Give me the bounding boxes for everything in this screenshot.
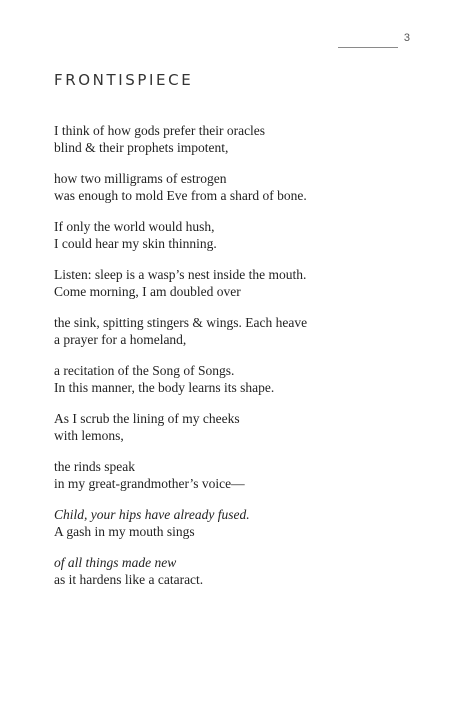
poem-line: how two milligrams of estrogen — [54, 171, 227, 186]
stanza — [54, 554, 414, 588]
poem-line: a recitation of the Song of Songs. — [54, 363, 235, 378]
poem-line: I think of how gods prefer their oracles — [54, 123, 266, 138]
poem-line: as it hardens like a cataract. — [54, 572, 204, 587]
poem-line: Listen: sleep is a wasp’s nest inside the mouth. — [54, 267, 307, 282]
page-number: 3 — [403, 32, 410, 44]
stanza — [54, 314, 414, 348]
poem-line: with lemons, — [54, 428, 124, 443]
poem-line: in my great-grandmother’s voice— — [54, 476, 245, 491]
stanza — [54, 506, 414, 540]
stanza — [54, 218, 414, 252]
poem-line: A gash in my mouth sings — [54, 524, 195, 539]
stanza — [54, 362, 414, 396]
poem-line: of all things made new — [54, 555, 177, 570]
stanza — [54, 170, 414, 204]
poem-line: a prayer for a homeland, — [54, 332, 187, 347]
poem-line: was enough to mold Eve from a shard of bone. — [54, 188, 307, 203]
poem-line: In this manner, the body learns its shape. — [54, 380, 275, 395]
stanza — [54, 122, 414, 156]
stanza — [54, 410, 414, 444]
poem-line: Come morning, I am doubled over — [54, 284, 241, 299]
poem-body — [54, 122, 414, 602]
poem-line: Child, your hips have already fused. — [54, 507, 250, 522]
header-rule — [338, 47, 398, 48]
poem-line: As I scrub the lining of my cheeks — [54, 411, 240, 426]
poem-line: I could hear my skin thinning. — [54, 236, 217, 251]
stanza — [54, 458, 414, 492]
poem-line: the rinds speak — [54, 459, 135, 474]
page-header — [338, 34, 410, 48]
stanza — [54, 266, 414, 300]
poem-line: blind & their prophets impotent, — [54, 140, 229, 155]
poem-title: FRONTISPIECE — [54, 71, 194, 89]
poem-line: the sink, spitting stingers & wings. Each heave — [54, 315, 308, 330]
poem-line: If only the world would hush, — [54, 219, 215, 234]
